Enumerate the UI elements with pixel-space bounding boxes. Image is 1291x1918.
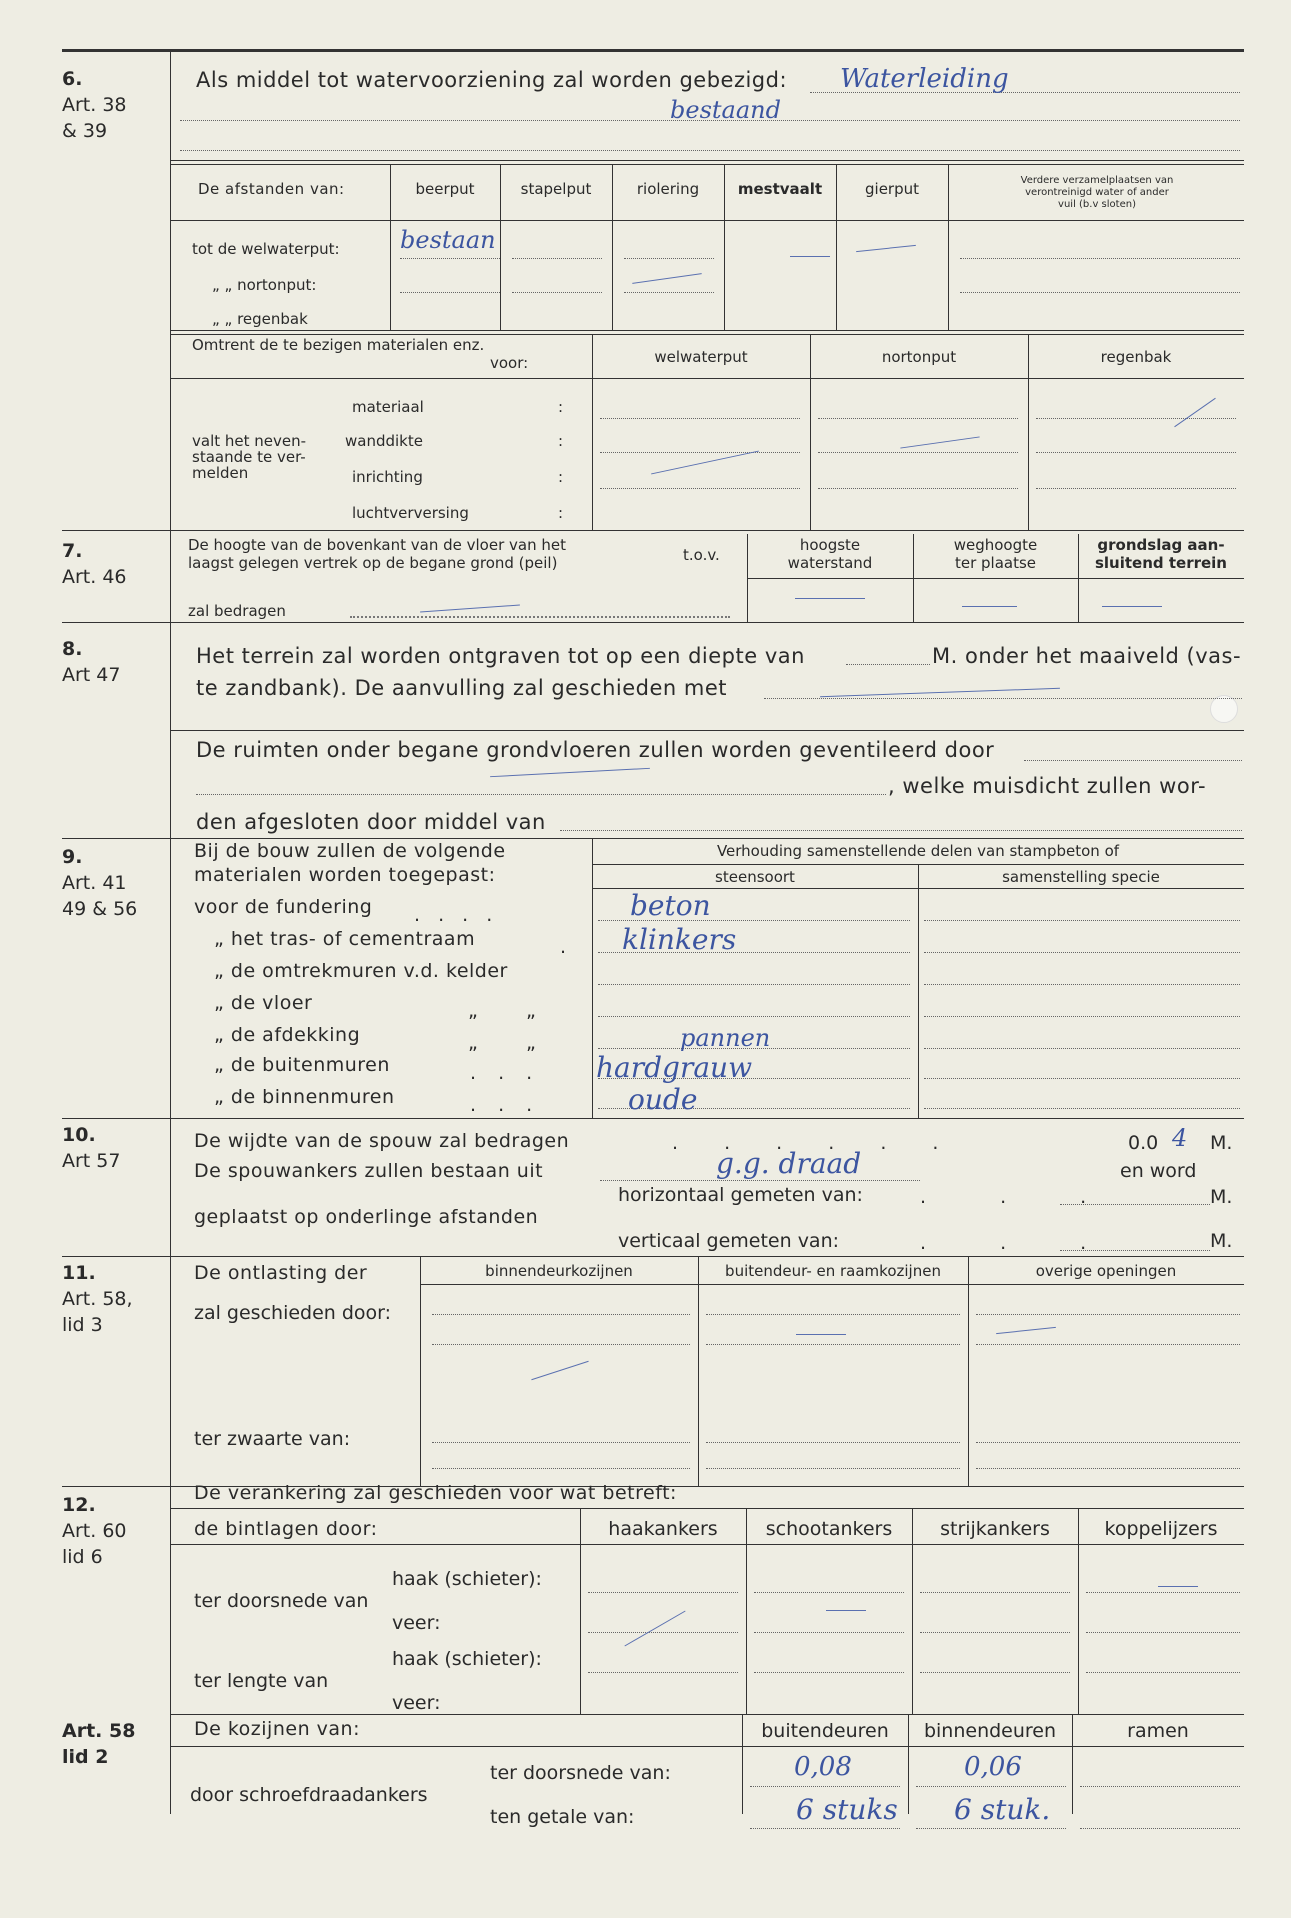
- col-strijkankers: strijkankers: [940, 1518, 1050, 1540]
- zal-bedragen-label: zal bedragen: [188, 602, 286, 620]
- diepte-field[interactable]: [846, 664, 930, 665]
- col-binnendeurkozijnen: binnendeurkozijnen: [485, 1262, 633, 1280]
- col-verdere-2: verontreinigd water of ander: [1025, 187, 1169, 198]
- ontlasting-label: De ontlasting der: [194, 1262, 368, 1284]
- ventilatie-field-2[interactable]: [196, 794, 886, 795]
- lengte-label: ter lengte van: [194, 1670, 329, 1692]
- horizontaal-label: horizontaal gemeten van:: [618, 1184, 863, 1206]
- doorsnede-veer-label: veer:: [392, 1612, 441, 1634]
- lengte-haak-label: haak (schieter):: [392, 1648, 542, 1670]
- col-welwaterput: welwaterput: [654, 348, 748, 366]
- afgesloten-field[interactable]: [560, 830, 1242, 831]
- handwriting-getal-buiten: 6 stuks: [796, 1793, 898, 1826]
- mat-vloer: „ de vloer: [214, 992, 313, 1014]
- section-6-art: Art. 38: [62, 94, 127, 116]
- col-grondslag-2: sluitend terrein: [1094, 554, 1227, 572]
- spouw-label: De wijdte van de spouw zal bedragen: [194, 1130, 570, 1152]
- ten-getale-label: ten getale van:: [490, 1806, 635, 1828]
- zal-geschieden-label: zal geschieden door:: [194, 1302, 392, 1324]
- aanvulling-field[interactable]: [764, 698, 1242, 699]
- top-border: [62, 49, 1244, 52]
- section-9-art: Art. 41: [62, 872, 127, 894]
- section-12-lid: lid 6: [62, 1546, 103, 1568]
- ditto-afdekking-1: „: [468, 1032, 478, 1054]
- form-page: 6. Art. 38 & 39 Als middel tot watervoorziening zal worden gebezigd: Waterleiding bestaand De afstanden van: beerput stapelput riolering mestvaalt gierput Verdere verzamelplaatsen van verontreinigd water of ander vuil (b.v sloten) tot de welwaterput: „ „ nortonput: „ „ regenbak bestaan Omtrent de te bezigen materialen enz. voor: welwaterput nortonput regenbak valt het neven- staande te ver- melden materiaal wanddikte inrichting luchtverversing : : : : 7. Art. 46 De hoogte van de bovenkant van de vloer van het laagst gelegen vertrek op de begane grond (peil) t.o.v. hoogste waterstand weghoogte ter plaatse grondslag aan- sluitend terrein zal bedragen 8. Art 47 Het terrein zal worden ontgraven tot op een diepte van M. onder het maaiveld (vas- te zandbank). De aanvulling zal geschieden met De ruimten onder begane grondvloeren zullen worden geventileerd door , welke muisdicht zullen wor- den afgesloten door middel van 9. Art. 41 49 & 56 Bij de bouw zullen de volgende materialen worden toegepast: Verhouding samenstellende delen van stampbeton of steensoort samenstelling specie voor de fundering „ het tras- of cementraam „ de omtrekmuren v.d. kelder „ de vloer „ de afdekking „ de buitenmuren „ de binnenmuren . . . . . „ „ „ „ . . . . . . beton klinkers pannen hardgrauw oude 10. Art 57 De wijdte van de spouw zal bedragen . . . . . . 0.0 4 M. De spouwankers zullen bestaan uit g.g. draad en word horizontaal gemeten van: . . . M. geplaatst op onderlinge afstanden verticaal gemeten van: . . . M. 11. Art. 58, lid 3 De ontlasting der binnendeurkozijnen buitendeur- en raamkozijnen overige openingen zal geschieden door: ter zwaarte van: 12. Art. 60 lid 6 De verankering zal geschieden voor wat betreft: de bintlagen door: haakankers schootankers strijkankers koppelijzers haak (schieter): ter doorsnede van veer: haak (schieter): ter lengte van veer: Art. 58 lid 2 De kozijnen van: buitendeuren binnendeuren ramen ter doorsnede van: door schroefdraadankers ten getale van: 0,08 0,06 6 stuks 6 stuk.: [0, 0, 1291, 1918]
- ditto-vloer-2: „: [526, 1000, 536, 1022]
- verticaal-label: verticaal gemeten van:: [618, 1230, 840, 1252]
- valt-1: valt het neven-: [192, 432, 307, 450]
- row-nortonput: „ „ nortonput:: [212, 276, 317, 294]
- section-9-number: 9.: [62, 846, 83, 868]
- valt-3: melden: [192, 464, 249, 482]
- col-overige-openingen: overige openingen: [1035, 1262, 1177, 1280]
- left-column-divider: [170, 49, 171, 1814]
- col-weghoogte-1: weghoogte: [953, 536, 1038, 554]
- handwriting-spouw: 4: [1172, 1124, 1188, 1152]
- section-11-lid: lid 3: [62, 1314, 103, 1336]
- mat-fundering: voor de fundering: [194, 896, 373, 918]
- horizontaal-unit: M.: [1210, 1186, 1233, 1208]
- ventilatie-field[interactable]: [1024, 760, 1242, 761]
- handwriting-doorsnede-binnen: 0,06: [964, 1752, 1022, 1782]
- verhouding-label: Verhouding samenstellende delen van stampbeton of: [716, 842, 1120, 860]
- afgesloten-label: den afgesloten door middel van: [196, 810, 546, 834]
- col-koppelijzers: koppelijzers: [1104, 1518, 1218, 1540]
- section-6-number: 6.: [62, 68, 83, 90]
- omtrent-voor: voor:: [490, 354, 529, 372]
- hoogte-line-2: laagst gelegen vertrek op de begane grond (peil): [188, 554, 558, 572]
- watervoorziening-field-3[interactable]: [180, 150, 1240, 151]
- col-haakankers: haakankers: [608, 1518, 718, 1540]
- aanvulling-label: te zandbank). De aanvulling zal geschieden met: [196, 676, 727, 700]
- handwriting-draad: g.g. draad: [716, 1147, 862, 1180]
- col-regenbak: regenbak: [1100, 348, 1172, 366]
- spouwankers-field[interactable]: [600, 1180, 920, 1181]
- mat-binnenmuren: „ de binnenmuren: [214, 1086, 395, 1108]
- section-11-number: 11.: [62, 1262, 96, 1284]
- ontgraven-label: Het terrein zal worden ontgraven tot op een diepte van: [196, 644, 805, 668]
- section-11-art: Art. 58,: [62, 1288, 133, 1310]
- section-8-number: 8.: [62, 638, 83, 660]
- section-10-art: Art 57: [62, 1150, 121, 1172]
- col-verdere-3: vuil (b.v sloten): [1058, 199, 1136, 210]
- col-hoogste-1: hoogste: [799, 536, 861, 554]
- row-regenbak: „ „ regenbak: [212, 310, 308, 328]
- col-steensoort: steensoort: [715, 868, 795, 886]
- col-weghoogte-2: ter plaatse: [954, 554, 1037, 572]
- section-8-art: Art 47: [62, 664, 121, 686]
- spouw-unit: M.: [1210, 1132, 1233, 1154]
- handwriting-getal-binnen: 6 stuk.: [954, 1793, 1051, 1826]
- section-art58-lid: lid 2: [62, 1746, 109, 1768]
- col-binnendeuren: binnendeuren: [923, 1720, 1057, 1742]
- handwriting-bestaan: bestaan: [400, 226, 496, 254]
- doorsnede-label: ter doorsnede van: [194, 1590, 369, 1612]
- punch-hole: [1210, 695, 1238, 723]
- section-12-art: Art. 60: [62, 1520, 127, 1542]
- spouw-value: 0.0: [1128, 1132, 1159, 1154]
- schroefdraadankers-label: door schroefdraadankers: [190, 1784, 428, 1806]
- handwriting-doorsnede-buiten: 0,08: [794, 1752, 852, 1782]
- col-nortonput: nortonput: [881, 348, 957, 366]
- spouwankers-label: De spouwankers zullen bestaan uit: [194, 1160, 544, 1182]
- section-12-number: 12.: [62, 1494, 96, 1516]
- col-schootankers: schootankers: [765, 1518, 893, 1540]
- en-word-label: en word: [1120, 1160, 1197, 1182]
- section-10-number: 10.: [62, 1124, 96, 1146]
- verankering-label: De verankering zal geschieden voor wat betreft:: [194, 1482, 677, 1504]
- section-6-art-2: & 39: [62, 120, 108, 142]
- tov-label: t.o.v.: [683, 546, 720, 564]
- doorsnede-haak-label: haak (schieter):: [392, 1568, 542, 1590]
- geplaatst-label: geplaatst op onderlinge afstanden: [194, 1206, 539, 1228]
- hoogte-line-1: De hoogte van de bovenkant van de vloer van het: [188, 536, 566, 554]
- col-mestvaalt: mestvaalt: [737, 180, 823, 198]
- bintlagen-label: de bintlagen door:: [194, 1518, 378, 1540]
- ditto-afdekking-2: „: [526, 1032, 536, 1054]
- verticaal-unit: M.: [1210, 1230, 1233, 1252]
- handwriting-bestaand: bestaand: [670, 96, 781, 124]
- section-7-art: Art. 46: [62, 566, 127, 588]
- col-beerput: beerput: [415, 180, 475, 198]
- col-stapelput: stapelput: [520, 180, 592, 198]
- item-luchtverversing: luchtverversing: [352, 504, 469, 522]
- item-wanddikte: wanddikte: [345, 432, 423, 450]
- mat-trasraam: „ het tras- of cementraam: [214, 928, 476, 950]
- ditto-vloer-1: „: [468, 1000, 478, 1022]
- item-materiaal: materiaal: [352, 398, 424, 416]
- handwriting-hardgrauw: hardgrauw: [596, 1051, 753, 1084]
- mat-afdekking: „ de afdekking: [214, 1024, 361, 1046]
- col-grondslag-1: grondslag aan-: [1097, 536, 1225, 554]
- omtrent-label: Omtrent de te bezigen materialen enz.: [192, 336, 485, 354]
- maaiveld-label: M. onder het maaiveld (vas-: [932, 644, 1242, 668]
- mat-buitenmuren: „ de buitenmuren: [214, 1054, 390, 1076]
- col-buitendeuren: buitendeuren: [761, 1720, 889, 1742]
- afstanden-label: De afstanden van:: [198, 180, 345, 198]
- col-riolering: riolering: [636, 180, 700, 198]
- col-verdere-1: Verdere verzamelplaatsen van: [1020, 175, 1174, 186]
- valt-2: staande te ver-: [192, 448, 306, 466]
- ruimten-label: De ruimten onder begane grondvloeren zullen worden geventileerd door: [196, 738, 995, 762]
- handwriting-oude: oude: [628, 1083, 698, 1116]
- handwriting-waterleiding: Waterleiding: [840, 64, 1009, 94]
- kozijnen-label: De kozijnen van:: [194, 1718, 360, 1740]
- row-welwaterput: tot de welwaterput:: [192, 240, 340, 258]
- col-hoogste-2: waterstand: [787, 554, 873, 572]
- section-9-art-2: 49 & 56: [62, 898, 138, 920]
- handwriting-klinkers: klinkers: [622, 923, 737, 956]
- bouw-intro-1: Bij de bouw zullen de volgende: [194, 840, 506, 862]
- mat-omtrekmuren: „ de omtrekmuren v.d. kelder: [214, 960, 508, 982]
- item-inrichting: inrichting: [352, 468, 423, 486]
- section-7-number: 7.: [62, 540, 83, 562]
- col-buitendeur-raamkozijnen: buitendeur- en raamkozijnen: [725, 1262, 941, 1280]
- watervoorziening-label: Als middel tot watervoorziening zal worden gebezigd:: [196, 68, 788, 92]
- col-gierput: gierput: [865, 180, 919, 198]
- zwaarte-label: ter zwaarte van:: [194, 1428, 351, 1450]
- handwriting-pannen: pannen: [680, 1024, 771, 1052]
- ter-doorsnede-label: ter doorsnede van:: [490, 1762, 671, 1784]
- section-art58-number: Art. 58: [62, 1720, 136, 1742]
- bouw-intro-2: materialen worden toegepast:: [194, 864, 496, 886]
- col-specie: samenstelling specie: [1002, 868, 1160, 886]
- col-ramen: ramen: [1127, 1720, 1189, 1742]
- handwriting-beton: beton: [630, 889, 711, 922]
- muisdicht-label: , welke muisdicht zullen wor-: [888, 774, 1207, 798]
- lengte-veer-label: veer:: [392, 1692, 441, 1714]
